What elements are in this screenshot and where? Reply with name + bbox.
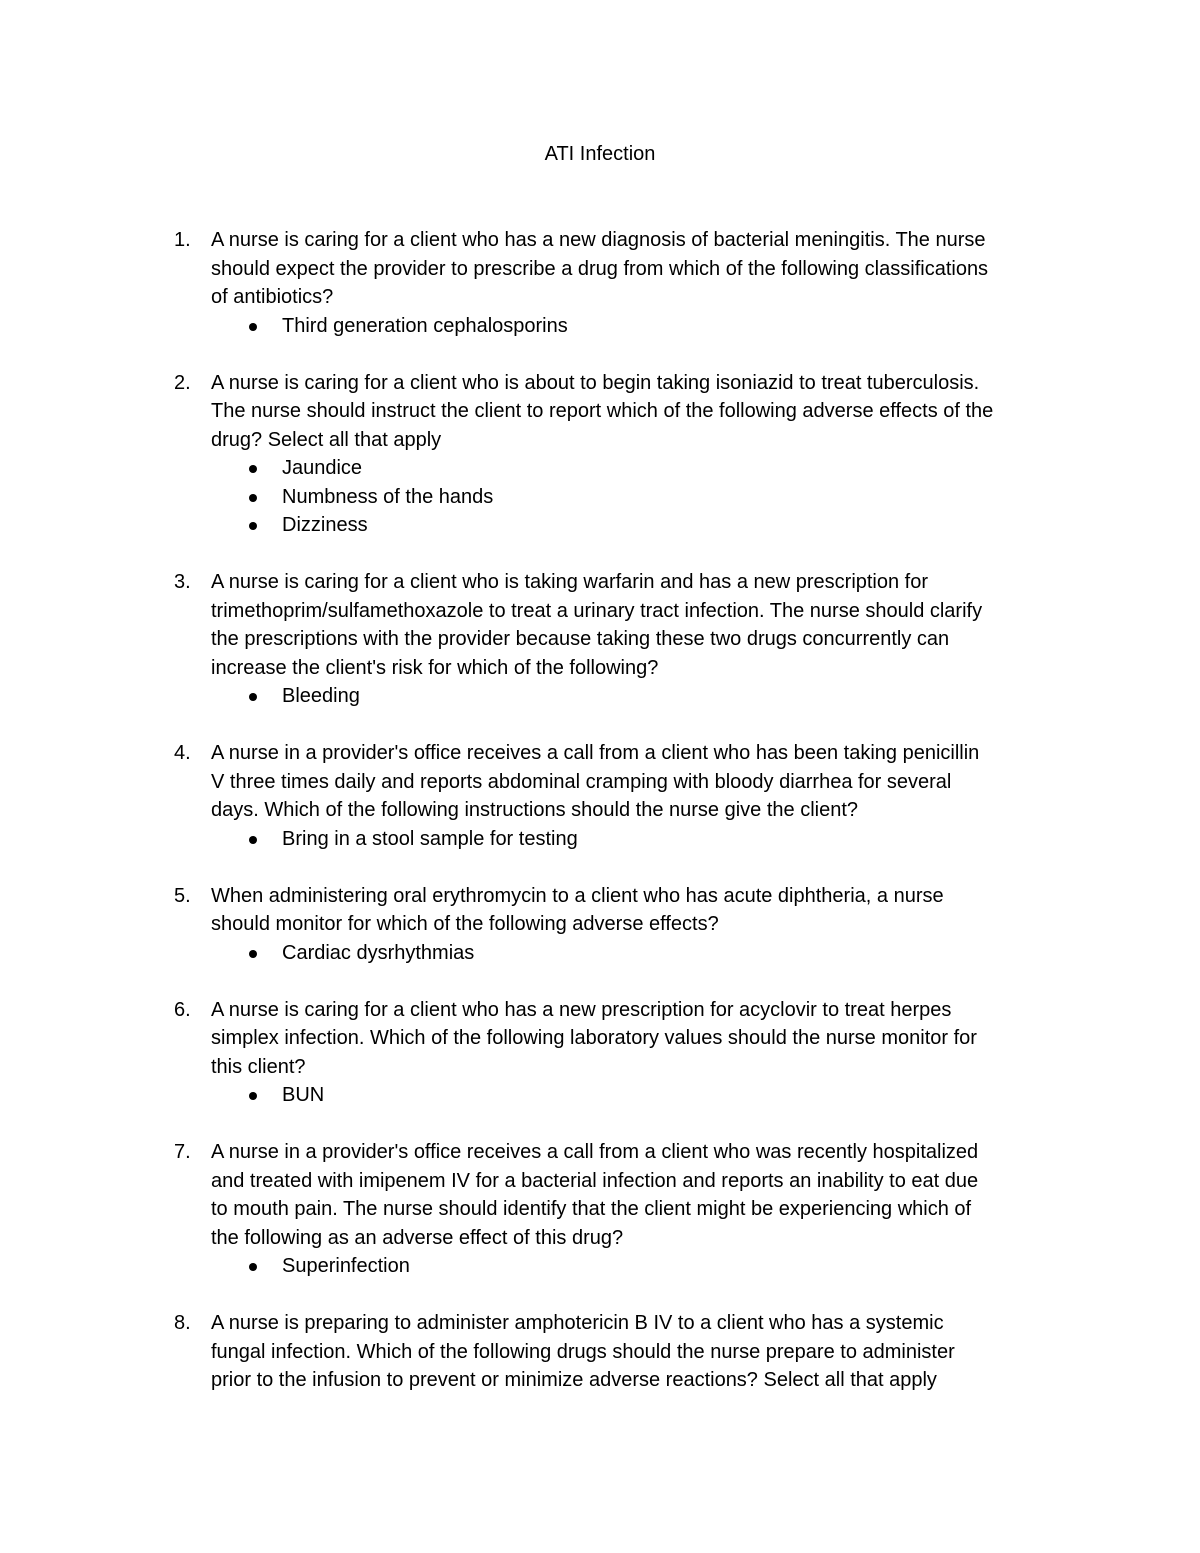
question-item [0,369,1200,540]
answer-item [282,511,1200,540]
question-number: 3. [174,571,191,593]
question-item [0,226,1200,340]
bullet-icon [249,693,257,701]
question-text: A nurse is caring for a client who is taking warfarin and has a new prescription for trimethoprim/sulfamethoxazole to treat a urinary tract infection. The nurse should clarify the prescriptions with the provider because taking these two drugs concurrently can increase the client's risk for which of the following? [211,571,983,679]
answer-text: Cardiac dysrhythmias [282,941,475,964]
question-number: 5. [174,884,191,907]
answer-list [0,1252,1200,1281]
question-number: 1. [174,229,191,251]
answer-text: BUN [282,1084,325,1106]
question-item [0,1138,1200,1281]
answer-item [282,682,1200,711]
question-item [0,996,1200,1110]
answer-item [282,454,1200,483]
question-number: 7. [174,1141,191,1163]
answer-list [0,454,1200,540]
question-number: 2. [174,371,191,394]
answer-text: Bring in a stool sample for testing [282,827,578,850]
bullet-icon [249,465,257,473]
question-text: A nurse is caring for a client who is about to begin taking isoniazid to treat tuberculosis. The nurse should instruct the client to report which of the following adverse effects of the drug? Select all that apply [211,371,994,451]
bullet-icon [249,522,257,530]
answer-item [282,1081,1200,1110]
question-item [0,882,1200,968]
answer-list [0,825,1200,854]
answer-text: Bleeding [282,685,360,707]
answer-item [282,483,1200,512]
question-number: 4. [174,742,191,764]
answer-list [0,1081,1200,1110]
answer-item [282,825,1200,854]
bullet-icon [249,1263,257,1271]
bullet-icon [249,836,257,844]
bullet-icon [249,323,257,331]
question-number: 8. [174,1312,191,1334]
question-list [0,226,1200,1423]
question-item [0,568,1200,711]
question-number: 6. [174,998,191,1021]
document-title: ATI Infection [544,143,656,165]
question-item [0,1309,1200,1395]
answer-item [282,1252,1200,1281]
answer-text: Third generation cephalosporins [282,314,568,337]
answer-list [0,312,1200,341]
question-item [0,739,1200,853]
answer-text: Jaundice [282,457,363,479]
question-text: A nurse in a provider's office receives a call from a client who has been taking penicillin V three times daily and reports abdominal cramping with bloody diarrhea for several days. Which of the following instructions should the nurse give the client? [211,742,980,821]
answer-text: Superinfection [282,1255,410,1277]
answer-list [0,682,1200,711]
answer-text: Dizziness [282,514,368,536]
bullet-icon [249,494,257,502]
bullet-icon [249,950,257,958]
answer-text: Numbness of the hands [282,485,494,508]
question-text: A nurse in a provider's office receives a call from a client who was recently hospitalized and treated with imipenem IV for a bacterial infection and reports an inability to eat due to mouth pain. The nurse should identify that the client might be experiencing which of the following as an adverse effect of this drug? [211,1141,979,1249]
question-text: When administering oral erythromycin to a client who has acute diphtheria, a nurse should monitor for which of the following adverse effects? [211,884,944,935]
question-text: A nurse is preparing to administer amphotericin B IV to a client who has a systemic fungal infection. Which of the following drugs should the nurse prepare to administer prior to the infusion to prevent or minimize adverse reactions? Select all that apply [211,1312,955,1391]
question-text: A nurse is caring for a client who has a new diagnosis of bacterial meningitis. The nurse should expect the provider to prescribe a drug from which of the following classifications of antibiotics? [211,229,989,308]
answer-item [282,939,1200,968]
answer-list [0,939,1200,968]
answer-item [282,312,1200,341]
question-text: A nurse is caring for a client who has a new prescription for acyclovir to treat herpes simplex infection. Which of the following laboratory values should the nurse monitor for this client? [211,998,977,1078]
bullet-icon [249,1092,257,1100]
